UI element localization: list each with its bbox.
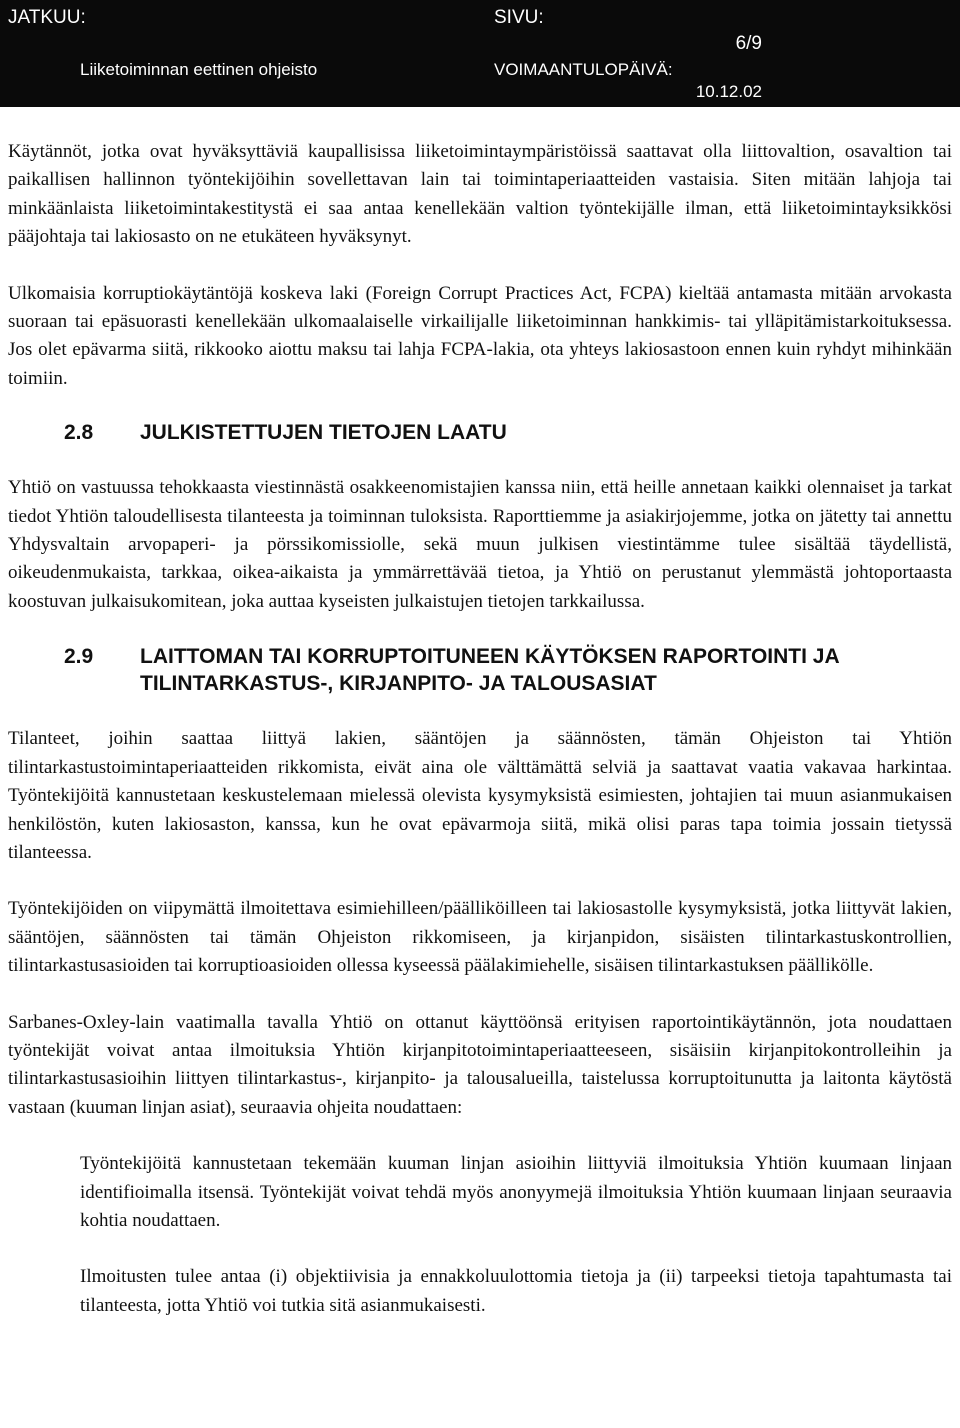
effective-date-label: VOIMAANTULOPÄIVÄ: bbox=[494, 60, 673, 79]
section-heading-2-8 bbox=[8, 419, 952, 446]
paragraph-situations: Tilanteet, joihin saattaa liittyä lakien, sääntöjen ja säännösten, tämän Ohjeiston tai Yhtiön tilintarkastustoimintaperiaatteiden rikkomista, eivät aina ole välttämättä selviä ja saattavat vaatia vakavaa harkintaa. Työntekijöitä kannustetaan keskustelemaan mielessä olevista kysymyksistä esimiesten, johtajien tai muun asianmukaisen henkilöstön, kuten lakiosaston, kanssa, kun he ovat epävarmoja siitä, mikä olisi paras tapa toimia jossain tietyssä tilanteessa. bbox=[8, 728, 952, 863]
paragraph-report-content: Ilmoitusten tulee antaa (i) objektiivisia ja ennakkoluulottomia tietoja ja (ii) tarpeeksi tietoja tapahtumasta tai tilanteesta, jotta Yhtiö voi tutkia sitä asianmukaisesti. bbox=[80, 1266, 952, 1316]
effective-date: 10.12.02 bbox=[695, 82, 762, 101]
paragraph-hotline-encouragement: Työntekijöitä kannustetaan tekemään kuuman linjan asioihin liittyviä ilmoituksia Yhtiön kuumaan linjaan identifioimalla itsensä. Työntekijät voivat tehdä myös anonyymejä ilmoituksia Yhtiön kuumaan linjaan seuraavia kohtia noudattaen. bbox=[80, 1153, 952, 1231]
document-header bbox=[0, 0, 960, 107]
paragraph-sarbanes-oxley: Sarbanes-Oxley-lain vaatimalla tavalla Yhtiö on ottanut käyttöönsä erityisen raportointikäytännön, jota noudattaen työntekijät voivat antaa ilmoituksia Yhtiön kirjanpitotoimintaperiaatteeseen, sisäisiin kirjanpitokontrolleihin ja tilintarkastusasioihin liittyen tilintarkastus-, kirjanpito- ja talousalueilla, taistelussa korruptoitunutta ja laitonta käytöstä vastaan (kuuman linjan asiat), seuraavia ohjeita noudattaen: bbox=[8, 1011, 952, 1118]
section-title: LAITTOMAN TAI KORRUPTOITUNEEN KÄYTÖKSEN RAPORTOINTI JA TILINTARKASTUS-, KIRJANPITO- JA TALOUSASIAT bbox=[140, 645, 839, 696]
section-title: JULKISTETTUJEN TIETOJEN LAATU bbox=[140, 421, 507, 445]
section-heading-2-9 bbox=[8, 643, 952, 697]
page-number: 6/9 bbox=[735, 33, 762, 54]
section-number: 2.8 bbox=[64, 421, 94, 445]
paragraph-reporting-duty: Työntekijöiden on viipymättä ilmoitettava esimiehilleen/päälliköilleen tai lakiosastolle kysymyksistä, jotka liittyvät lakien, sääntöjen, säännösten tai tämän Ohjeiston rikkomiseen, ja kirjanpidon, sisäisten tilintarkastuskontrollien, tilintarkastusasioiden tai korruptioasioiden ollessa kyseessä päälakimiehelle, sisäisen tilintarkastuksen päällikölle. bbox=[8, 898, 952, 977]
document-body bbox=[8, 138, 952, 1320]
continued-label: JATKUU: bbox=[8, 7, 86, 28]
paragraph-disclosure-quality: Yhtiö on vastuussa tehokkaasta viestinnästä osakkeenomistajien kanssa niin, että heille annetaan kaikki olennaiset ja tarkat tiedot Yhtiön taloudellisesta tilanteesta ja toiminnan tuloksista. Raporttiemme ja asiakirjojemme, jotka on jätetty tai annettu Yhdysvaltain arvopaperi- ja pörssikomissiolle, sekä muun julkisen viestintämme tulee sisältää täydellistä, oikeudenmukaista, tarkkaa, oikea-aikaista ja ymmärrettävää tietoa, ja Yhtiö on perustanut ylemmästä johtoportaasta koostuvan julkaisukomitean, joka auttaa kyseisten julkaistujen tietojen tarkkailussa. bbox=[8, 477, 952, 612]
paragraph-fcpa: Ulkomaisia korruptiokäytäntöjä koskeva laki (Foreign Corrupt Practices Act, FCPA) kieltää antamasta mitään arvokasta suoraan tai epäsuorasti kenellekään ulkomaalaiselle virkailijalle liiketoiminnan hankkimis- tai ylläpitämistarkoituksessa. Jos olet epävarma siitä, rikkooko aiottu maksu tai lahja FCPA-lakia, ota yhteys lakiosastoon ennen kuin ryhdyt mihinkään toimiin. bbox=[8, 282, 952, 389]
page-label: SIVU: bbox=[494, 7, 544, 28]
paragraph-government-gifts: Käytännöt, jotka ovat hyväksyttäviä kaupallisissa liiketoimintaympäristöissä saattavat olla liittovaltion, osavaltion tai paikallisen hallinnon työntekijöihin sovellettavan lain tai toimintaperiaatteiden vastaisia. Siten mitään lahjoja tai minkäänlaista liiketoimintakestitystä ei saa antaa kenellekään valtion työntekijälle ilman, että liiketoimintayksikkösi pääjohtaja tai lakiosasto on ne etukäteen hyväksynyt. bbox=[8, 141, 952, 248]
document-title: Liiketoiminnan eettinen ohjeisto bbox=[80, 60, 318, 79]
section-number: 2.9 bbox=[64, 645, 94, 669]
